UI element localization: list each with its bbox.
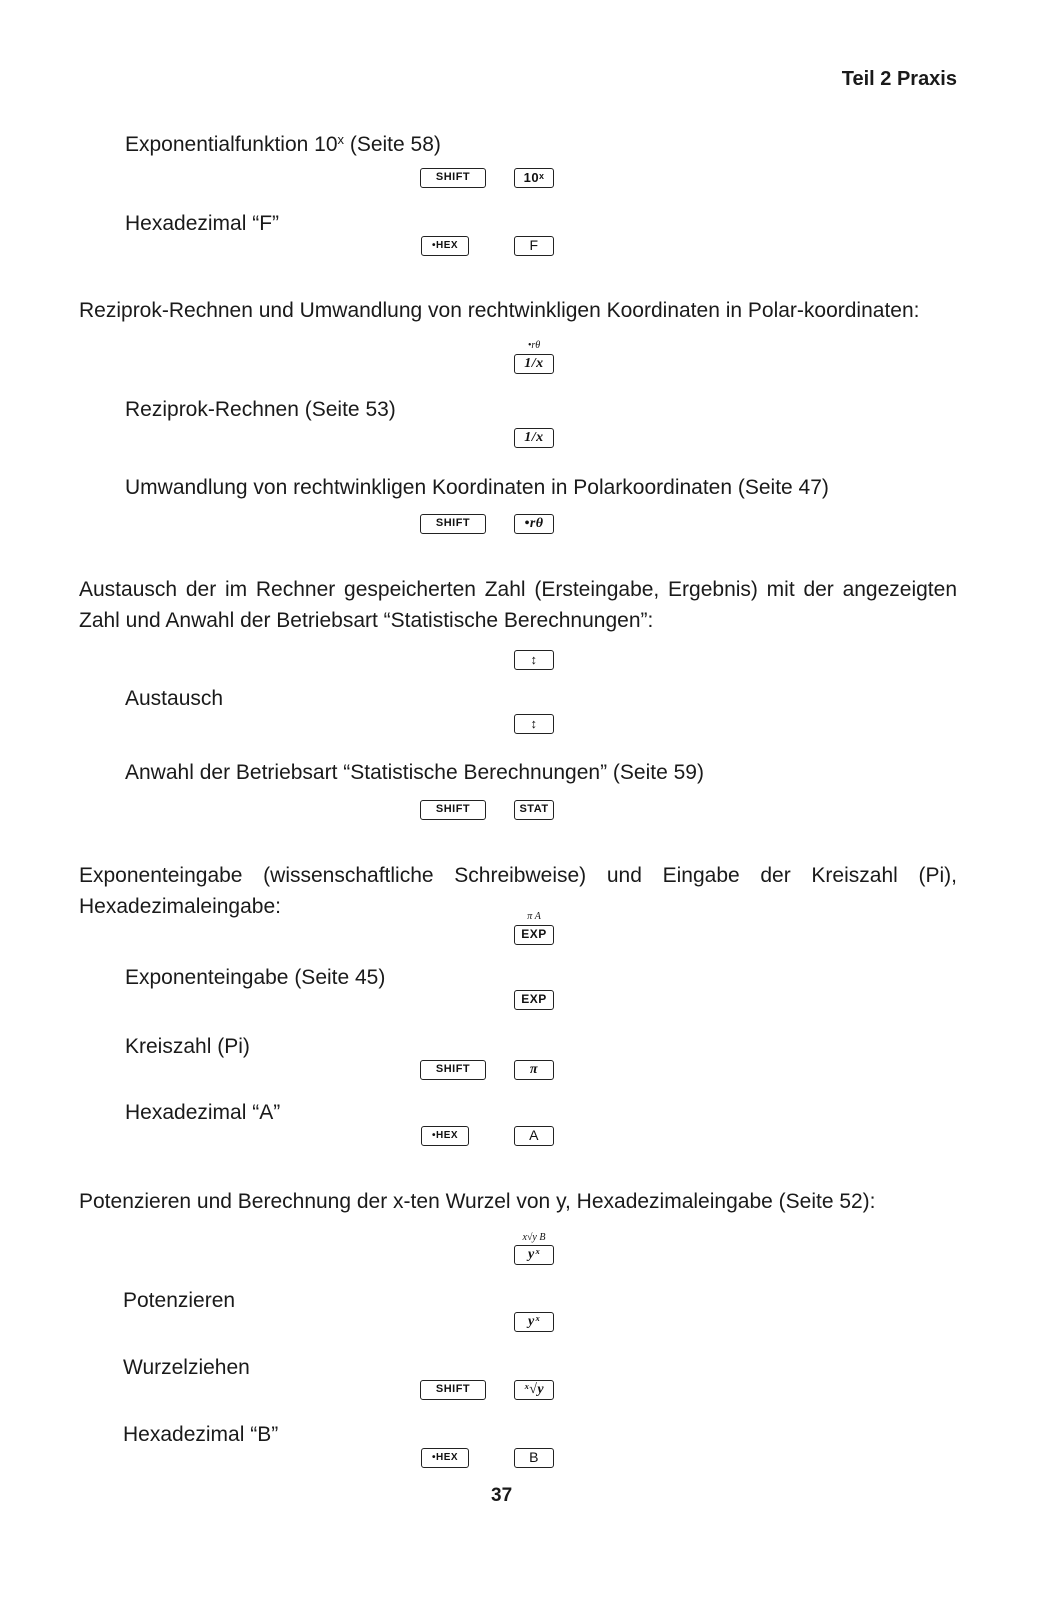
polar-label: Umwandlung von rechtwinkligen Koordinaten in Polarkoordinaten (Seite 47) [125, 476, 829, 499]
stat-key: STAT [514, 800, 554, 820]
hex-f-label: Hexadezimal “F” [125, 212, 280, 235]
exp10-page-ref: (Seite 58) [344, 133, 441, 156]
hex-key: •HEX [421, 1448, 469, 1468]
exp-key-top-label: π A [527, 911, 541, 922]
f-key: F [514, 236, 554, 256]
page-number: 37 [491, 1485, 513, 1506]
recip-label: Reziprok-Rechnen (Seite 53) [125, 398, 396, 421]
exchange-key-combined: ↕ [514, 650, 554, 670]
hex-b-label: Hexadezimal “B” [123, 1423, 279, 1446]
reciprocal-key-combined: 1/x [514, 354, 554, 374]
shift-key: SHIFT [420, 1380, 486, 1400]
shift-key: SHIFT [420, 514, 486, 534]
pi-label: Kreiszahl (Pi) [125, 1035, 250, 1058]
hex-key: •HEX [421, 1126, 469, 1146]
exp10-text: Exponentialfunktion 10 [125, 133, 338, 156]
stat-label: Anwahl der Betriebsart “Statistische Berechnungen” (Seite 59) [125, 761, 704, 784]
reciprocal-key: 1/x [514, 428, 554, 448]
power-key: yˣ [514, 1312, 554, 1332]
hex-a-label: Hexadezimal “A” [125, 1101, 281, 1124]
page-header: Teil 2 Praxis [841, 68, 957, 90]
shift-key: SHIFT [420, 800, 486, 820]
a-key: A [514, 1126, 554, 1146]
recip-key-top-label: •rθ [527, 340, 541, 351]
b-key: B [514, 1448, 554, 1468]
hex-key: •HEX [421, 236, 469, 256]
shift-key: SHIFT [420, 168, 486, 188]
exp10-superscript: x [337, 132, 344, 147]
exp-label: Exponenteingabe (Seite 45) [125, 966, 386, 989]
pow-intro-paragraph: Potenzieren und Berechnung der x-ten Wurzel von y, Hexadezimaleingabe (Seite 52): [79, 1190, 876, 1213]
pi-key: π [514, 1060, 554, 1080]
pow-label: Potenzieren [123, 1289, 236, 1312]
polar-key: •rθ [514, 514, 554, 534]
power-key-combined: yˣ [514, 1245, 554, 1265]
root-label: Wurzelziehen [123, 1356, 250, 1379]
shift-key: SHIFT [420, 1060, 486, 1080]
exp-intro-paragraph: Exponenteingabe (wissenschaftliche Schreibweise) und Eingabe der Kreiszahl (Pi), Hexadezimaleingabe: [79, 864, 957, 918]
exchange-key: ↕ [514, 714, 554, 734]
exp10-line [125, 131, 441, 159]
exp-key-combined: EXP [514, 925, 554, 945]
exp-key: EXP [514, 990, 554, 1010]
root-key: ˣ√y [514, 1380, 554, 1400]
recip-intro-paragraph: Reziprok-Rechnen und Umwandlung von rechtwinkligen Koordinaten in Polar-koordinaten: [79, 299, 920, 322]
ten-power-x-key: 10ˣ [514, 168, 554, 188]
pow-key-top-label: x√y B [522, 1232, 546, 1243]
exchange-intro-paragraph: Austausch der im Rechner gespeicherten Zahl (Ersteingabe, Ergebnis) mit der angezeigten Zahl und Anwahl der Betriebsart “Statistische Berechnungen”: [79, 578, 957, 632]
exchange-label: Austausch [125, 687, 224, 710]
